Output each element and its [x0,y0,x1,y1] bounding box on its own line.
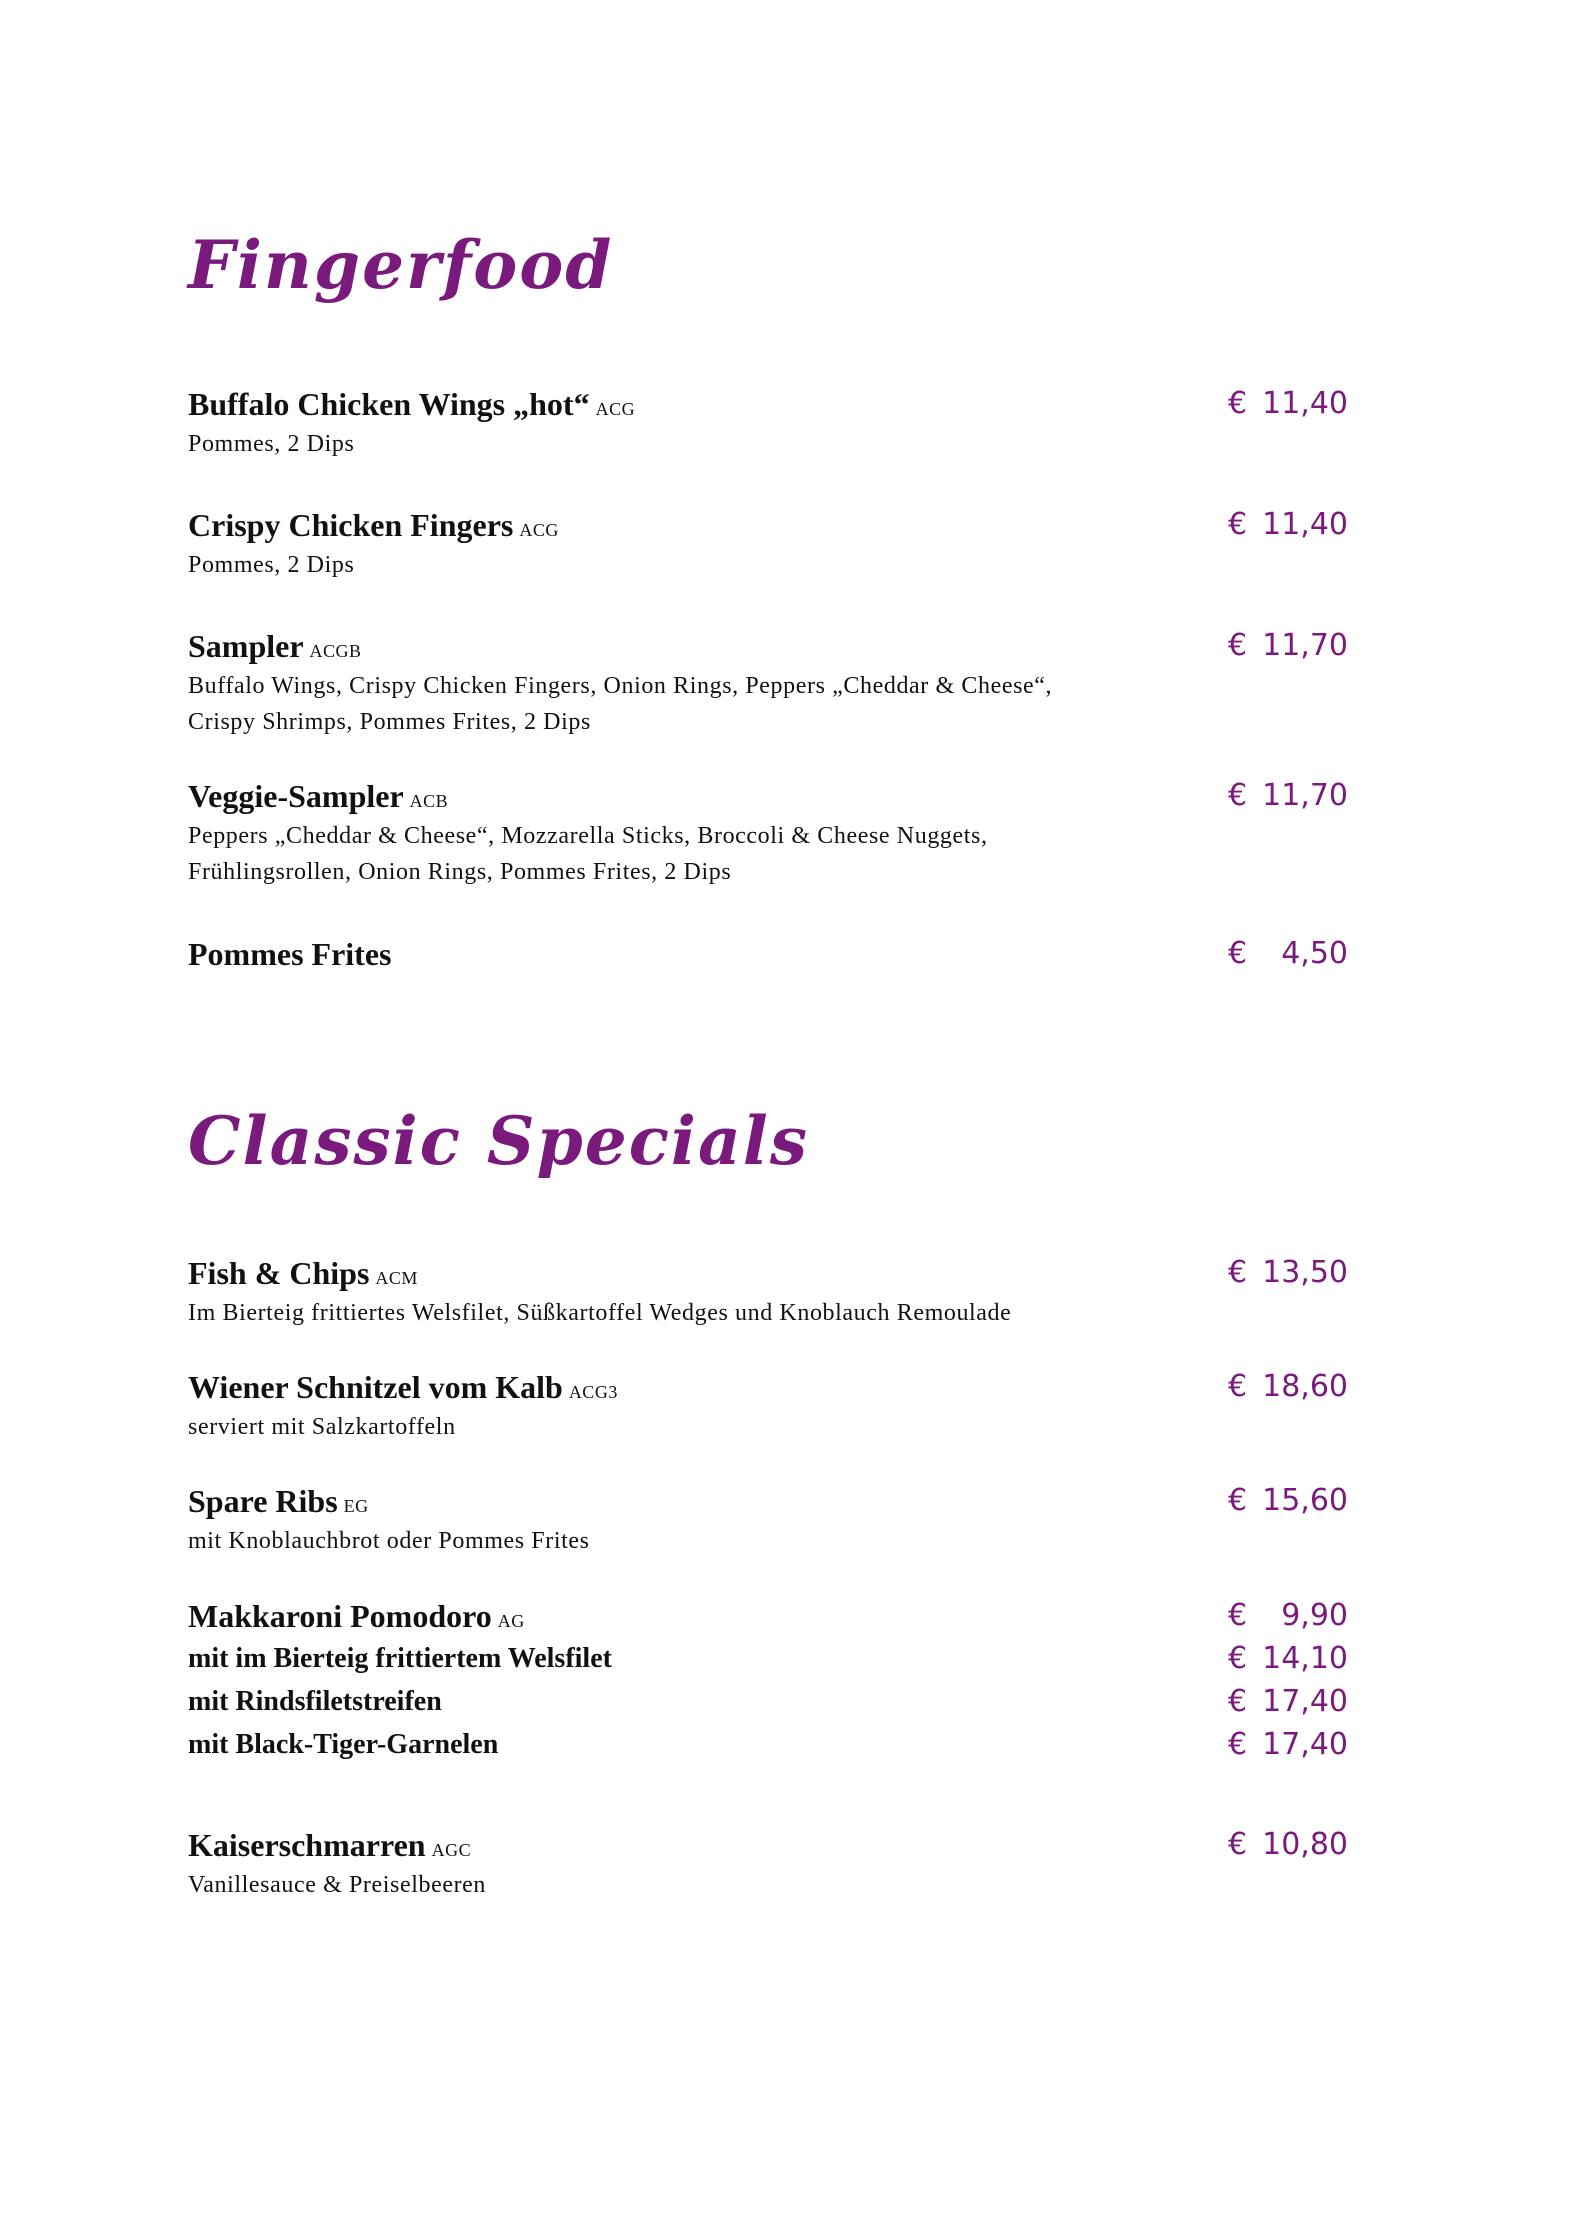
item-description: Pommes, 2 Dips [188,552,355,578]
item-name: Buffalo Chicken Wings „hot“ [188,386,590,422]
item-price: € 11,70 [1228,778,1348,813]
menu-item-kaiserschmarren [188,1825,1348,1903]
allergen-codes: ACG3 [568,1382,618,1402]
item-description: serviert mit Salzkartoffeln [188,1414,456,1440]
description-line: Peppers „Cheddar & Cheese“, Mozzarella Sticks, Broccoli & Cheese Nuggets, [188,823,988,849]
item-name: Spare Ribs [188,1483,338,1519]
item-price: € 11,40 [1228,386,1348,421]
menu-item-crispy-chicken-fingers [188,505,1348,583]
variant-price: € 14,10 [1228,1641,1348,1676]
item-price: € 11,70 [1228,628,1348,663]
variant-row [188,1682,1348,1722]
menu-item-veggie-sampler [188,776,1348,890]
variant-name: mit Rindsfiletstreifen [188,1686,442,1717]
item-description: Im Bierteig frittiertes Welsfilet, Süßkartoffel Wedges und Knoblauch Remoulade [188,1300,1012,1326]
menu-item-spare-ribs [188,1481,1348,1559]
variant-price: € 17,40 [1228,1727,1348,1762]
item-description [188,818,1348,890]
item-price: € 4,50 [1228,936,1348,971]
allergen-codes: ACM [375,1268,418,1288]
variant-name: mit Black-Tiger-Garnelen [188,1729,499,1760]
item-name: Makkaroni Pomodoro [188,1598,492,1634]
allergen-codes: ACG [519,520,559,540]
item-price: € 10,80 [1228,1827,1348,1862]
menu-item-pommes-frites [188,934,1348,974]
allergen-codes: ACG [595,399,636,419]
menu-item-sampler [188,626,1348,740]
item-price: € 9,90 [1228,1598,1348,1633]
item-price: € 18,60 [1228,1369,1348,1404]
item-description [188,668,1348,740]
menu-item-buffalo-chicken-wings [188,384,1348,462]
item-price: € 11,40 [1228,507,1348,542]
allergen-codes: ACB [409,791,449,811]
menu-item-makkaroni-pomodoro [188,1596,1348,1765]
item-name: Pommes Frites [188,936,392,972]
variant-price: € 17,40 [1228,1684,1348,1719]
item-name: Fish & Chips [188,1255,370,1291]
description-line: Crispy Shrimps, Pommes Frites, 2 Dips [188,709,591,735]
item-description: Vanillesauce & Preiselbeeren [188,1872,487,1898]
variant-name: mit im Bierteig frittiertem Welsfilet [188,1643,612,1674]
menu-item-wiener-schnitzel [188,1367,1348,1445]
item-description: mit Knoblauchbrot oder Pommes Frites [188,1528,590,1554]
allergen-codes: AG [497,1611,525,1631]
item-price: € 15,60 [1228,1483,1348,1518]
allergen-codes: AGC [431,1840,472,1860]
item-description: Pommes, 2 Dips [188,431,355,457]
variant-row [188,1639,1348,1679]
item-price: € 13,50 [1228,1255,1348,1290]
item-name: Crispy Chicken Fingers [188,507,514,543]
item-name: Sampler [188,628,304,664]
item-name: Kaiserschmarren [188,1827,426,1863]
allergen-codes: EG [343,1496,369,1516]
variant-row [188,1725,1348,1765]
section-title-classic-specials: Classic Specials [188,1102,809,1180]
item-name: Veggie-Sampler [188,778,404,814]
item-name: Wiener Schnitzel vom Kalb [188,1369,563,1405]
section-title-fingerfood: Fingerfood [188,226,614,304]
allergen-codes: ACGB [309,641,362,661]
menu-item-fish-and-chips [188,1253,1348,1331]
description-line: Frühlingsrollen, Onion Rings, Pommes Frites, 2 Dips [188,859,732,885]
description-line: Buffalo Wings, Crispy Chicken Fingers, Onion Rings, Peppers „Cheddar & Cheese“, [188,673,1053,699]
